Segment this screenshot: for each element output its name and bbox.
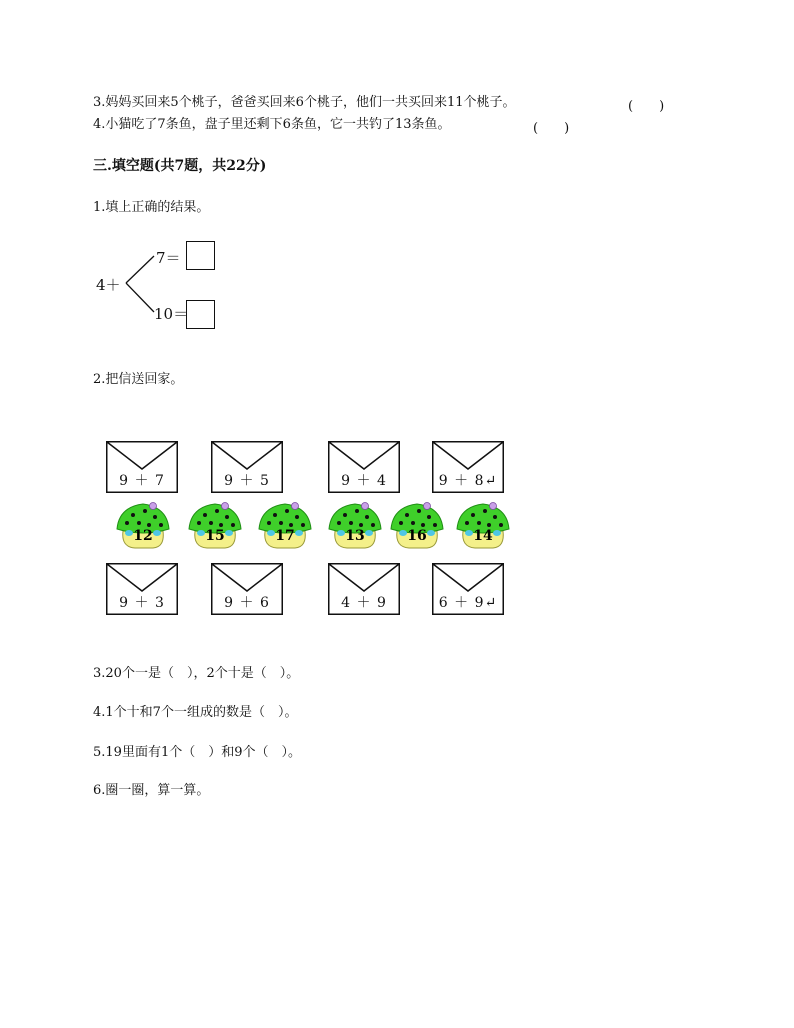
envelope-label: 4 ＋ 9 [341, 595, 387, 611]
mushroom-house[interactable] [455, 501, 511, 551]
envelope[interactable] [106, 441, 178, 493]
envelope[interactable] [328, 563, 400, 615]
mushroom-number: 14 [473, 528, 493, 544]
envelope[interactable] [432, 441, 504, 493]
answer-paren-q3[interactable]: ( ) [628, 99, 665, 114]
mushroom-number: 13 [345, 528, 365, 544]
envelope[interactable] [328, 441, 400, 493]
mushroom-number: 16 [407, 528, 427, 544]
mushroom-house[interactable] [187, 501, 243, 551]
envelope[interactable] [211, 563, 283, 615]
envelope-label: 9 ＋ 3 [119, 595, 165, 611]
fill-q1: 1.填上正确的结果。 [93, 200, 210, 215]
tree-root-label: 4＋ [96, 276, 121, 294]
mushroom-number: 12 [133, 528, 153, 544]
tree-top-label: 7＝ [156, 249, 181, 267]
mushroom-house[interactable] [327, 501, 383, 551]
envelope-label: 9 ＋ 6 [224, 595, 270, 611]
addition-tree-diagram [96, 238, 236, 338]
envelope-label: 9 ＋ 5 [224, 473, 270, 489]
envelope[interactable] [432, 563, 504, 615]
answer-box-top[interactable] [186, 241, 215, 270]
fill-q3: 3.20个一是（ ），2个十是（ ）。 [93, 666, 300, 681]
mushroom-number: 17 [275, 528, 295, 544]
envelope-label: 6 ＋ 9↵ [438, 595, 498, 611]
tree-bottom-label: 10＝ [154, 305, 189, 323]
fill-q2: 2.把信送回家。 [93, 372, 184, 387]
judgement-q3: 3.妈妈买回来5个桃子，爸爸买回来6个桃子，他们一共买回来11个桃子。 [93, 95, 516, 110]
fill-q4: 4.1个十和7个一组成的数是（ ）。 [93, 705, 298, 720]
mushroom-house[interactable] [389, 501, 445, 551]
section-title: 三.填空题(共7题，共22分) [93, 158, 267, 174]
mushroom-number: 15 [205, 528, 225, 544]
judgement-q4: 4.小猫吃了7条鱼，盘子里还剩下6条鱼，它一共钓了13条鱼。 [93, 117, 451, 132]
envelope[interactable] [106, 563, 178, 615]
envelope-label: 9 ＋ 4 [341, 473, 387, 489]
answer-paren-q4[interactable]: ( ) [533, 121, 570, 136]
fill-q6: 6.圈一圈，算一算。 [93, 783, 210, 798]
fill-q5: 5.19里面有1个（ ）和9个（ ）。 [93, 745, 301, 760]
envelope-label: 9 ＋ 7 [119, 473, 165, 489]
envelope-label: 9 ＋ 8↵ [438, 473, 498, 489]
envelope[interactable] [211, 441, 283, 493]
answer-box-bottom[interactable] [186, 300, 215, 329]
mushroom-house[interactable] [115, 501, 171, 551]
mushroom-house[interactable] [257, 501, 313, 551]
